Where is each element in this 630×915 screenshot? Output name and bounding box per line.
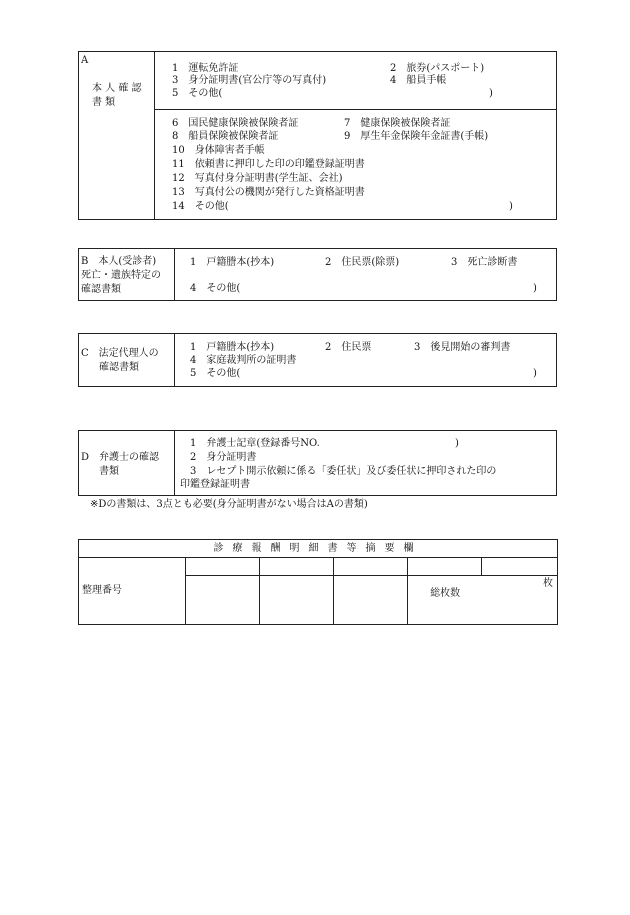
doc-item: 2 住民票 bbox=[325, 342, 372, 353]
section-c-divider bbox=[174, 334, 175, 386]
doc-item: 1 戸籍謄本(抄本) bbox=[190, 342, 275, 353]
section-b-box bbox=[78, 248, 557, 301]
doc-item: 7 健康保険被保険者証 bbox=[344, 118, 451, 129]
doc-item: 4 船員手帳 bbox=[390, 75, 447, 86]
section-c-box bbox=[78, 333, 557, 387]
doc-item: 9 厚生年金保険年金証書(手帳) bbox=[344, 131, 489, 142]
doc-item: 3 死亡診断書 bbox=[451, 257, 518, 268]
section-d-note: ※Dの書類は、3点とも必要(身分証明書がない場合はAの書類) bbox=[90, 499, 368, 510]
doc-item: 13 写真付公の機関が発行した資格証明書 bbox=[172, 187, 365, 198]
section-d-box bbox=[78, 430, 557, 496]
doc-item: 4 家庭裁判所の証明書 bbox=[190, 355, 297, 366]
section-b-divider bbox=[174, 249, 175, 300]
reference-cell[interactable] bbox=[186, 558, 260, 576]
doc-item: 12 写真付身分証明書(学生証、会社) bbox=[172, 173, 343, 184]
doc-item: 5 その他( bbox=[172, 88, 223, 99]
doc-item: 6 国民健康保険被保険者証 bbox=[172, 118, 299, 129]
sheets-unit: 枚 bbox=[543, 578, 553, 589]
doc-item: 2 身分証明書 bbox=[190, 452, 257, 463]
doc-item: 1 弁護士記章(登録番号NO. bbox=[190, 438, 320, 449]
doc-item: 2 住民票(除票) bbox=[325, 257, 400, 268]
section-a-title-line2: 書 類 bbox=[92, 97, 116, 108]
doc-item: 3 身分証明書(官公庁等の写真付) bbox=[172, 75, 327, 86]
doc-item: 10 身体障害者手帳 bbox=[172, 145, 265, 156]
doc-item: 1 戸籍謄本(抄本) bbox=[190, 257, 275, 268]
reference-cell[interactable] bbox=[186, 576, 260, 625]
section-c-title-line2: 確認書類 bbox=[99, 362, 139, 373]
doc-item: 1 運転免許証 bbox=[172, 63, 239, 74]
section-a-group-divider bbox=[154, 109, 556, 110]
doc-item: 印鑑登録証明書 bbox=[180, 479, 250, 490]
reference-cell[interactable] bbox=[334, 576, 408, 625]
bracket-close: ) bbox=[533, 283, 537, 294]
section-a-divider bbox=[154, 52, 155, 219]
doc-item: 4 その他( bbox=[190, 283, 241, 294]
section-c-title-line1: C 法定代理人の bbox=[81, 348, 159, 359]
summary-table bbox=[78, 539, 558, 625]
doc-item: 2 旅券(パスポート) bbox=[390, 63, 485, 74]
doc-item: 3 レセプト開示依頼に係る「委任状」及び委任状に押印された印の bbox=[190, 466, 497, 477]
doc-item: 14 その他( bbox=[172, 201, 229, 212]
doc-item: 3 後見開始の審判書 bbox=[414, 342, 511, 353]
reference-cell[interactable] bbox=[482, 558, 558, 576]
bracket-close: ) bbox=[509, 201, 513, 212]
reference-cell[interactable] bbox=[260, 558, 334, 576]
bracket-close: ) bbox=[455, 438, 459, 449]
doc-item: 11 依頼書に押印した印の印鑑登録証明書 bbox=[172, 159, 365, 170]
section-b-title-line1: B 本人(受診者) bbox=[81, 256, 157, 267]
reference-cell[interactable] bbox=[260, 576, 334, 625]
section-a-label: A bbox=[81, 55, 89, 66]
bracket-close: ) bbox=[489, 88, 493, 99]
total-sheets-label: 総枚数 bbox=[430, 588, 461, 599]
section-d-title-line2: 書類 bbox=[99, 466, 119, 477]
reference-cell[interactable] bbox=[334, 558, 408, 576]
reference-cell[interactable] bbox=[408, 558, 482, 576]
bracket-close: ) bbox=[533, 368, 537, 379]
reference-number-label: 整理番号 bbox=[79, 558, 186, 625]
summary-title: 診療報酬明細書等摘要欄 bbox=[79, 540, 558, 558]
total-sheets-cell[interactable] bbox=[408, 576, 558, 625]
doc-item: 5 その他( bbox=[190, 368, 241, 379]
section-a-box bbox=[78, 51, 557, 220]
section-a-title-line1: 本 人 確 認 bbox=[92, 83, 142, 94]
section-d-title-line1: D 弁護士の確認 bbox=[81, 452, 160, 463]
section-b-title-line3: 確認書類 bbox=[81, 284, 121, 295]
section-d-divider bbox=[174, 431, 175, 495]
section-b-title-line2: 死亡・遺族特定の bbox=[81, 270, 161, 281]
doc-item: 8 船員保険被保険者証 bbox=[172, 131, 279, 142]
